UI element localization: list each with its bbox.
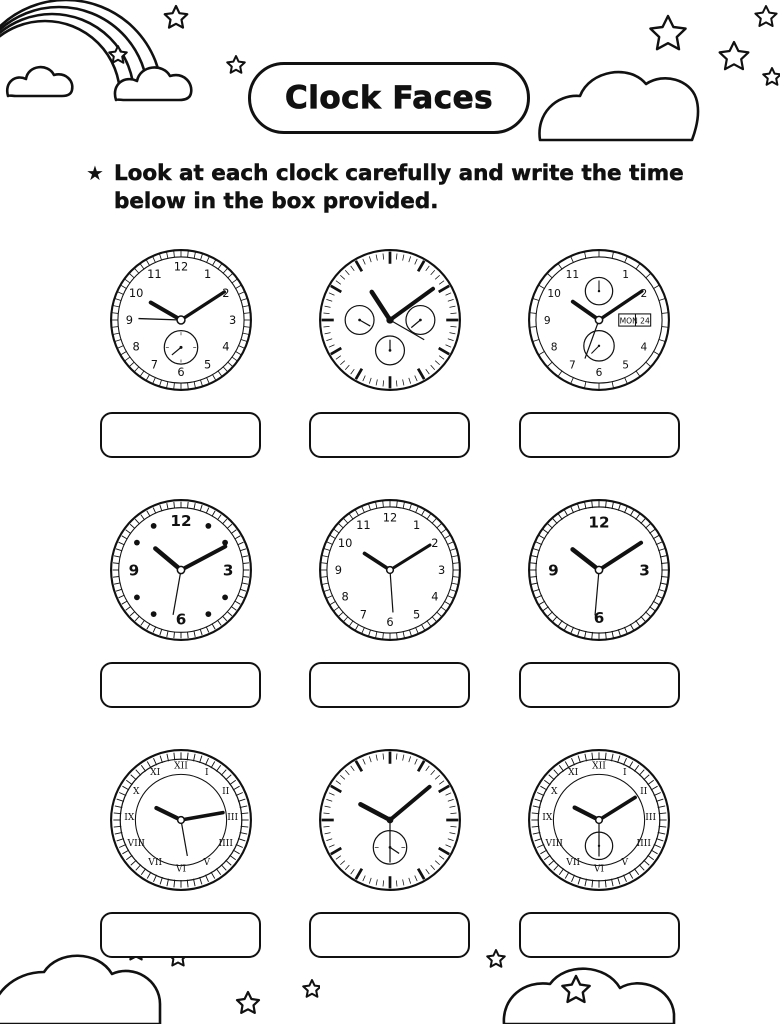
numeral: 9 [548,561,560,580]
answer-box-2[interactable] [309,412,470,458]
clock-face-3 [519,240,679,400]
numeral: V [203,857,210,868]
numeral: 3 [639,561,651,580]
numeral: 5 [622,358,630,372]
numeral: 6 [177,365,185,380]
numeral: VIII [545,838,564,849]
numeral: IX [123,813,135,823]
clock-cell-3 [495,240,704,458]
numeral: VIII [127,838,145,849]
numeral: VII [566,857,581,868]
numeral: I [623,768,627,779]
answer-box-6[interactable] [519,662,680,708]
day-date-text: MON 24 [619,316,651,326]
subdial-bottom [376,336,405,365]
numeral: IIII [636,838,652,849]
numeral: II [221,787,230,798]
numeral: XII [173,761,188,772]
clock-face-6 [519,490,679,650]
clock-face-9 [519,740,679,900]
numeral: 10 [337,536,353,551]
clock-face-4 [101,490,261,650]
numeral: XI [149,768,160,779]
decoration-top-right [530,0,780,150]
clock-cell-2 [285,240,494,458]
clocks-grid [76,240,704,958]
numeral: 12 [588,513,610,532]
numeral: 2 [221,286,230,301]
numeral: II [640,787,648,798]
numeral: 1 [203,267,211,282]
numeral: 9 [128,561,139,580]
clock-cell-9 [495,740,704,958]
numeral: 10 [128,286,144,301]
numeral: 9 [334,562,342,577]
star-icon: ★ [86,161,104,185]
clock-face-2 [310,240,470,400]
numeral: III [226,813,238,823]
answer-box-9[interactable] [519,912,680,958]
numeral: X [132,787,140,798]
numeral: 12 [173,259,188,274]
title-box [248,62,530,134]
numeral: 6 [594,609,605,628]
decoration-top-left [0,0,250,140]
numeral: 10 [547,287,562,301]
instructions-text: Look at each clock carefully and write the time below in the box provided. [113,161,684,214]
numeral: 3 [438,562,446,577]
numeral: 4 [640,340,648,354]
numeral: IX [542,813,553,823]
subdial-left [345,306,374,335]
numeral: 6 [386,615,394,630]
numeral: 9 [125,312,133,327]
numeral: 4 [431,589,439,604]
numeral: 7 [359,607,368,622]
numeral: 11 [356,517,371,532]
numeral: 9 [544,313,552,327]
clock-face-5 [310,490,470,650]
numeral: I [204,768,209,779]
numeral: 7 [569,358,577,372]
numeral: XII [592,761,607,772]
page-title: Clock Faces [284,80,494,116]
day-date-window [619,314,651,326]
numeral: 4 [221,339,230,354]
instructions [86,160,706,216]
numeral: III [645,813,657,823]
numeral: 5 [412,607,421,622]
answer-box-8[interactable] [309,912,470,958]
numeral: XI [568,768,579,779]
clock-cell-4 [76,490,285,708]
answer-box-4[interactable] [100,662,261,708]
numeral: VI [175,864,186,875]
clock-cell-1 [76,240,285,458]
clock-cell-5 [285,490,494,708]
numeral: 6 [595,366,603,380]
numeral: 1 [412,517,421,532]
worksheet-title-container [248,62,530,134]
clock-face-8 [310,740,470,900]
subdial-right [406,306,435,335]
clock-face-7 [101,740,261,900]
numeral: 2 [431,536,439,551]
answer-box-3[interactable] [519,412,680,458]
numeral: 2 [640,287,648,301]
answer-box-5[interactable] [309,662,470,708]
numeral: 7 [150,357,158,372]
numeral: IIII [218,838,233,849]
numeral: 1 [622,268,630,282]
numeral: 5 [203,357,211,372]
numeral: X [551,787,558,798]
answer-box-7[interactable] [100,912,261,958]
numeral: 8 [132,339,140,354]
numeral: 8 [341,589,349,604]
numeral: 11 [565,268,580,282]
clock-cell-8 [285,740,494,958]
numeral: 12 [170,511,192,530]
numeral: VI [594,864,605,875]
numeral: 6 [175,610,186,629]
clock-cell-7 [76,740,285,958]
clock-face-1 [101,240,261,400]
numeral: 11 [146,267,162,282]
clock-cell-6 [495,490,704,708]
answer-box-1[interactable] [100,412,261,458]
numeral: V [621,857,629,868]
numeral: 3 [222,561,234,580]
numeral: 12 [382,510,398,525]
numeral: 3 [228,312,236,327]
numeral: VII [147,857,162,868]
numeral: 8 [551,340,558,354]
